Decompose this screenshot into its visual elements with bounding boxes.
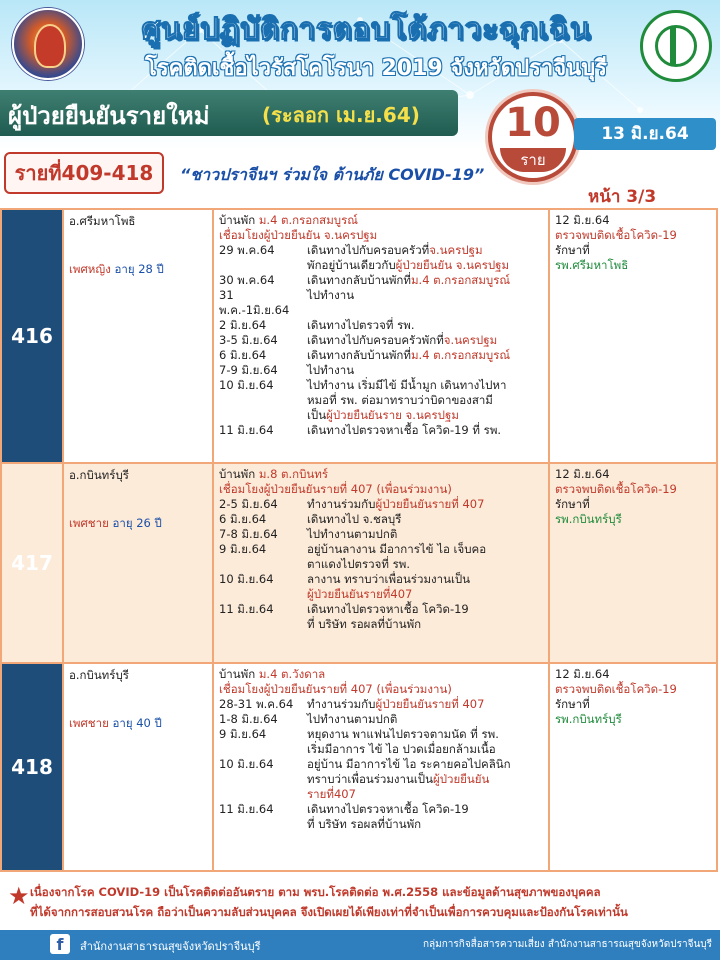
timeline-entry <box>219 288 543 318</box>
page-title: ศูนย์ปฏิบัติการตอบโต้ภาวะฉุกเฉิน <box>141 12 591 47</box>
patient-gender-age <box>69 261 207 279</box>
patient-gender: เพศชาย <box>69 516 109 530</box>
timeline-highlight: รายที่407 <box>307 787 356 801</box>
timeline-entry <box>219 802 543 817</box>
patient-age: 40 ปี <box>136 716 162 730</box>
result-hospital: รพ.กบินทร์บุรี <box>555 712 622 726</box>
timeline-date: 10 มิ.ย.64 <box>219 757 274 771</box>
timeline-date: 11 มิ.ย.64 <box>219 802 274 816</box>
timeline-activity: ไปทำงาน เริ่มมีไข้ มีน้ำมูก เดินทางไปหา <box>307 378 507 392</box>
timeline-text <box>307 727 543 742</box>
timeline-entry <box>219 787 543 802</box>
home-address <box>219 213 543 228</box>
case-timeline <box>213 663 549 871</box>
timeline-entry <box>219 333 543 348</box>
timeline-entry <box>219 273 543 288</box>
timeline-date: 10 มิ.ย.64 <box>219 378 274 392</box>
timeline-date: 7-9 มิ.ย.64 <box>219 363 278 377</box>
timeline-text <box>307 348 543 363</box>
timeline-date <box>219 557 307 572</box>
patient-gender: เพศหญิง <box>69 262 111 276</box>
home-location: ม.4 ต.กรอกสมบูรณ์ <box>258 213 358 227</box>
timeline-text <box>307 318 543 333</box>
slogan: “ชาวปราจีนฯ ร่วมใจ ต้านภัย COVID-19” <box>180 165 485 184</box>
timeline-text <box>307 497 543 512</box>
timeline-date: 1-8 มิ.ย.64 <box>219 712 278 726</box>
patient-gender-age <box>69 715 207 733</box>
star-icon: ★ <box>8 882 30 910</box>
cases-table <box>0 208 718 872</box>
timeline-text <box>307 273 543 288</box>
timeline-highlight: จ.นครปฐม <box>443 333 498 347</box>
timeline-entry <box>219 497 543 512</box>
timeline-highlight: ผู้ป่วยยืนยัน <box>432 772 490 786</box>
timeline-activity: เดินทางไปตรวจที่ รพ. <box>307 318 415 332</box>
home-prefix: บ้านพัก <box>219 667 256 681</box>
timeline-date <box>219 617 307 632</box>
timeline-entry <box>219 772 543 787</box>
timeline-highlight: ม.4 ต.กรอกสมบูรณ์ <box>410 273 511 287</box>
case-timeline <box>213 209 549 463</box>
timeline-activity: ตาแดงไปตรวจที่ รพ. <box>307 557 410 571</box>
patient-info <box>63 209 213 463</box>
patient-age-label: อายุ <box>112 716 133 730</box>
result-hospital: รพ.กบินทร์บุรี <box>555 512 622 526</box>
timeline-activity: พักอยู่บ้านเดียวกับ <box>307 258 396 272</box>
timeline-highlight: ผู้ป่วยยืนยัน จ.นครปฐม <box>395 258 510 272</box>
case-number: 416 <box>1 209 63 463</box>
banner-wave-label: (ระลอก เม.ย.64) <box>262 103 420 127</box>
case-row <box>1 663 717 871</box>
facebook-icon[interactable]: f <box>50 934 70 954</box>
timeline-activity: เดินทางกลับบ้านพักที่ <box>307 273 411 287</box>
timeline-text <box>307 408 543 423</box>
result-date: 12 มิ.ย.64 <box>555 467 610 481</box>
patient-age-label: อายุ <box>112 516 133 530</box>
timeline-entry <box>219 557 543 572</box>
timeline-text <box>307 288 543 318</box>
timeline-text <box>307 817 543 832</box>
timeline-text <box>307 757 543 772</box>
timeline-date: 9 มิ.ย.64 <box>219 542 267 556</box>
timeline-entry <box>219 393 543 408</box>
timeline-entry <box>219 572 543 587</box>
timeline-activity: หมอที่ รพ. ต่อมาทราบว่าบิดาของสามี <box>307 393 493 407</box>
timeline-activity: ไปทำงานตามปกติ <box>307 527 398 541</box>
patient-gender-age <box>69 515 207 533</box>
timeline-highlight: ผู้ป่วยยืนยันรายที่407 <box>307 587 413 601</box>
timeline-text <box>307 363 543 378</box>
patient-age: 28 ปี <box>138 262 164 276</box>
case-count-unit: ราย <box>500 148 566 172</box>
case-range-box <box>4 152 164 194</box>
timeline-text <box>307 423 543 438</box>
timeline-text <box>307 602 543 617</box>
timeline-activity: ลางาน ทราบว่าเพื่อนร่วมงานเป็น <box>307 572 471 586</box>
timeline-activity: หยุดงาน พาแฟนไปตรวจตามนัด ที่ รพ. <box>307 727 499 741</box>
home-location: ม.8 ต.กบินทร์ <box>258 467 329 481</box>
result-treatment-label: รักษาที่ <box>555 697 590 711</box>
timeline-activity: ไปทำงาน <box>307 288 355 302</box>
timeline-entry <box>219 512 543 527</box>
timeline-date <box>219 787 307 802</box>
timeline-activity: ไปทำงานตามปกติ <box>307 712 398 726</box>
timeline-entry <box>219 542 543 557</box>
footer-department: กลุ่มการกิจสื่อสารความเสี่ยง สำนักงานสาธารณสุขจังหวัดปราจีนบุรี <box>422 939 712 950</box>
timeline-activity: เดินทางไปกับครอบครัวที่ <box>307 243 430 257</box>
timeline-text <box>307 512 543 527</box>
result-treatment-label: รักษาที่ <box>555 497 590 511</box>
result-detection: ตรวจพบติดเชื้อโควิด-19 <box>555 482 677 496</box>
timeline-highlight: ผู้ป่วยยืนยันรายที่ 407 <box>375 697 485 711</box>
case-row <box>1 463 717 663</box>
timeline-activity: ทำงานร่วมกับ <box>307 697 376 711</box>
timeline-text <box>307 243 543 258</box>
timeline-entry <box>219 318 543 333</box>
report-date: 13 มิ.ย.64 <box>574 118 716 150</box>
timeline-entry <box>219 587 543 602</box>
timeline-activity: เริ่มมีอาการ ไข้ ไอ ปวดเมื่อยกล้ามเนื้อ <box>307 742 496 756</box>
patient-age: 26 ปี <box>136 516 162 530</box>
timeline-entry <box>219 348 543 363</box>
timeline-entry <box>219 697 543 712</box>
result-date: 12 มิ.ย.64 <box>555 667 610 681</box>
timeline-date: 7-8 มิ.ย.64 <box>219 527 278 541</box>
footer-org-name[interactable]: สำนักงานสาธารณสุขจังหวัดปราจีนบุรี <box>80 940 261 953</box>
patient-info <box>63 663 213 871</box>
timeline-date: 10 มิ.ย.64 <box>219 572 274 586</box>
timeline-entry <box>219 258 543 273</box>
timeline-activity: ทราบว่าเพื่อนร่วมงานเป็น <box>307 772 433 786</box>
timeline-entry <box>219 243 543 258</box>
timeline-date <box>219 587 307 602</box>
new-cases-banner <box>0 90 458 136</box>
timeline-text <box>307 772 543 787</box>
timeline-date: 9 มิ.ย.64 <box>219 727 267 741</box>
case-result <box>549 209 717 463</box>
timeline-text <box>307 378 543 393</box>
case-link: เชื่อมโยงผู้ป่วยยืนยันรายที่ 407 (เพื่อนร่วมงาน) <box>219 682 452 696</box>
timeline-entry <box>219 817 543 832</box>
result-date: 12 มิ.ย.64 <box>555 213 610 227</box>
patient-gender: เพศชาย <box>69 716 109 730</box>
timeline-activity: อยู่บ้าน มีอาการไข้ ไอ ระคายคอไปคลินิก <box>307 757 511 771</box>
timeline-entry <box>219 617 543 632</box>
timeline-text <box>307 802 543 817</box>
page-number: หน้า 3/3 <box>588 187 657 207</box>
result-detection: ตรวจพบติดเชื้อโควิด-19 <box>555 682 677 696</box>
timeline-text <box>307 787 543 802</box>
timeline-text <box>307 258 543 273</box>
timeline-date <box>219 408 307 423</box>
case-result <box>549 663 717 871</box>
timeline-date <box>219 742 307 757</box>
case-number: 417 <box>1 463 63 663</box>
case-count: 10 <box>505 100 561 146</box>
home-address <box>219 667 543 682</box>
timeline-text <box>307 557 543 572</box>
timeline-entry <box>219 727 543 742</box>
timeline-activity: ไปทำงาน <box>307 363 355 377</box>
timeline-activity: เป็น <box>307 408 327 422</box>
result-hospital: รพ.ศรีมหาโพธิ <box>555 258 629 272</box>
case-link: เชื่อมโยงผู้ป่วยยืนยันรายที่ 407 (เพื่อนร่วมงาน) <box>219 482 452 496</box>
timeline-activity: ทำงานร่วมกับ <box>307 497 376 511</box>
patient-age-label: อายุ <box>114 262 135 276</box>
timeline-entry <box>219 408 543 423</box>
timeline-text <box>307 572 543 587</box>
timeline-date: 6 มิ.ย.64 <box>219 512 267 526</box>
privacy-notice-line2: ที่ได้จากการสอบสวนโรค ถือว่าเป็นความลับส่วนบุคคล จึงเปิดเผยได้เพียงเท่าที่จำเป็นเพื่อการควบคุมและป้องกันโรคเท่านั้น <box>30 905 628 919</box>
timeline-activity: เดินทางกลับบ้านพักที่ <box>307 348 411 362</box>
timeline-highlight: ม.4 ต.กรอกสมบูรณ์ <box>410 348 511 362</box>
timeline-date: 6 มิ.ย.64 <box>219 348 267 362</box>
timeline-date: 2-5 มิ.ย.64 <box>219 497 278 511</box>
timeline-activity: เดินทางไปตรวจหาเชื้อ โควิด-19 <box>307 602 469 616</box>
home-address <box>219 467 543 482</box>
case-link: เชื่อมโยงผู้ป่วยยืนยัน จ.นครปฐม <box>219 228 378 242</box>
timeline-text <box>307 527 543 542</box>
privacy-notice-line1: เนื่องจากโรค COVID-19 เป็นโรคติดต่ออันตราย ตาม พรบ.โรคติดต่อ พ.ศ.2558 และข้อมูลด้านสุขภาพของบุคคล <box>30 885 601 899</box>
footer-bar <box>0 930 720 960</box>
timeline-entry <box>219 363 543 378</box>
timeline-text <box>307 697 543 712</box>
provincial-seal-icon <box>12 8 84 80</box>
timeline-activity: เดินทางไปกับครอบครัวพักที่ <box>307 333 444 347</box>
case-range-label: รายที่409-418 <box>14 161 154 185</box>
timeline-text <box>307 393 543 408</box>
case-timeline <box>213 463 549 663</box>
timeline-date: 31 พ.ค.-1มิ.ย.64 <box>219 288 290 317</box>
page-subtitle: โรคติดเชื้อไวรัสโคโรนา 2019 จังหวัดปราจีนบุรี <box>145 56 607 81</box>
timeline-entry <box>219 527 543 542</box>
timeline-date: 11 มิ.ย.64 <box>219 602 274 616</box>
timeline-date <box>219 393 307 408</box>
timeline-activity: เดินทางไป จ.ชลบุรี <box>307 512 402 526</box>
timeline-activity: เดินทางไปตรวจหาเชื้อ โควิด-19 ที่ รพ. <box>307 423 502 437</box>
timeline-date: 30 พ.ค.64 <box>219 273 275 287</box>
home-prefix: บ้านพัก <box>219 467 256 481</box>
timeline-activity: อยู่บ้านลางาน มีอาการไข้ ไอ เจ็บคอ <box>307 542 487 556</box>
banner-title: ผู้ป่วยยืนยันรายใหม่ <box>8 102 210 130</box>
timeline-text <box>307 333 543 348</box>
patient-district: อ.กบินทร์บุรี <box>69 668 129 682</box>
timeline-entry <box>219 378 543 393</box>
timeline-activity: ที่ บริษัท รอผลที่บ้านพัก <box>307 617 422 631</box>
patient-info <box>63 463 213 663</box>
timeline-activity: เดินทางไปตรวจหาเชื้อ โควิด-19 <box>307 802 469 816</box>
timeline-text <box>307 742 543 757</box>
timeline-text <box>307 587 543 602</box>
patient-district: อ.ศรีมหาโพธิ <box>69 214 136 228</box>
timeline-date: 29 พ.ค.64 <box>219 243 275 257</box>
timeline-text <box>307 712 543 727</box>
case-count-badge <box>488 92 578 182</box>
timeline-date <box>219 258 307 273</box>
timeline-entry <box>219 712 543 727</box>
result-detection: ตรวจพบติดเชื้อโควิด-19 <box>555 228 677 242</box>
timeline-date <box>219 817 307 832</box>
case-number: 418 <box>1 663 63 871</box>
case-row <box>1 209 717 463</box>
patient-district: อ.กบินทร์บุรี <box>69 468 129 482</box>
privacy-notice <box>0 880 720 930</box>
home-location: ม.4 ต.วังดาล <box>258 667 326 681</box>
timeline-date: 2 มิ.ย.64 <box>219 318 267 332</box>
timeline-highlight: จ.นครปฐม <box>429 243 483 257</box>
result-treatment-label: รักษาที่ <box>555 243 590 257</box>
timeline-date: 28-31 พ.ค.64 <box>219 697 294 711</box>
timeline-entry <box>219 423 543 438</box>
timeline-highlight: ผู้ป่วยยืนยันราย จ.นครปฐม <box>326 408 459 422</box>
ministry-of-public-health-logo-icon <box>640 10 712 82</box>
timeline-entry <box>219 757 543 772</box>
timeline-date: 3-5 มิ.ย.64 <box>219 333 278 347</box>
timeline-date: 11 มิ.ย.64 <box>219 423 274 437</box>
timeline-entry <box>219 742 543 757</box>
timeline-date <box>219 772 307 787</box>
timeline-activity: ที่ บริษัท รอผลที่บ้านพัก <box>307 817 422 831</box>
timeline-text <box>307 617 543 632</box>
case-result <box>549 463 717 663</box>
timeline-highlight: ผู้ป่วยยืนยันรายที่ 407 <box>375 497 485 511</box>
timeline-entry <box>219 602 543 617</box>
timeline-text <box>307 542 543 557</box>
home-prefix: บ้านพัก <box>219 213 256 227</box>
